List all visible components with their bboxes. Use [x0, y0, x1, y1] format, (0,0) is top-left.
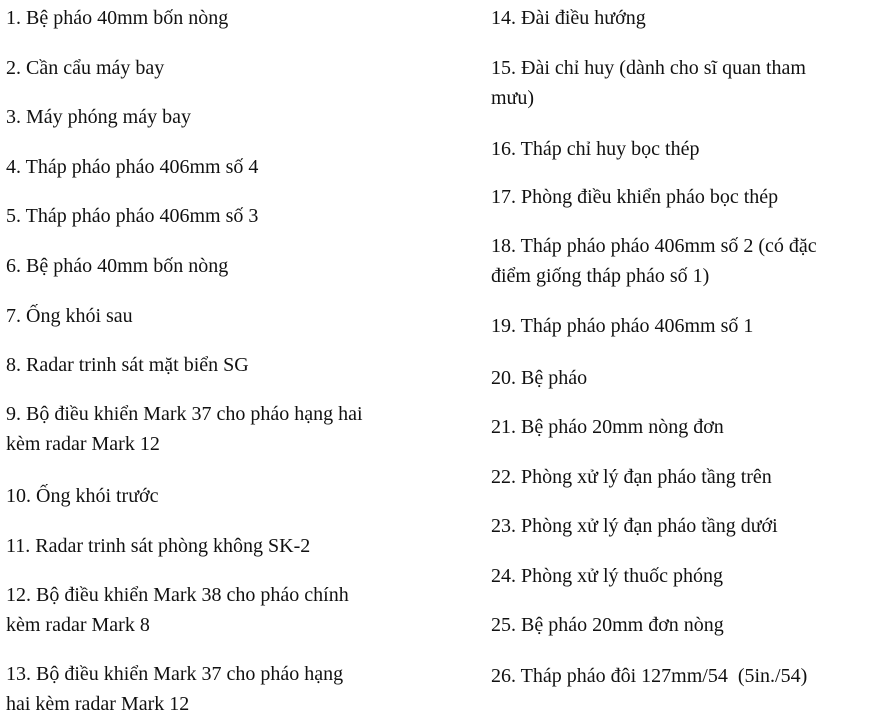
list-item-16: 16. Tháp chỉ huy bọc thép: [491, 138, 700, 160]
list-item-25: 25. Bệ pháo 20mm đơn nòng: [491, 614, 724, 636]
list-item-12: 12. Bộ điều khiển Mark 38 cho pháo chính kèm radar Mark 8: [6, 584, 349, 636]
list-item-3: 3. Máy phóng máy bay: [6, 106, 191, 128]
list-item-23: 23. Phòng xử lý đạn pháo tầng dưới: [491, 515, 778, 537]
list-item-15: 15. Đài chỉ huy (dành cho sĩ quan tham mưu): [491, 57, 806, 109]
list-item-14: 14. Đài điều hướng: [491, 7, 646, 29]
list-item-5: 5. Tháp pháo pháo 406mm số 3: [6, 205, 259, 227]
list-item-20: 20. Bệ pháo: [491, 367, 588, 389]
list-item-7: 7. Ống khói sau: [6, 305, 133, 327]
list-item-9: 9. Bộ điều khiển Mark 37 cho pháo hạng hai kèm radar Mark 12: [6, 403, 363, 455]
list-item-10: 10. Ống khói trước: [6, 485, 159, 507]
list-item-19: 19. Tháp pháo pháo 406mm số 1: [491, 315, 754, 337]
list-item-2: 2. Cần cẩu máy bay: [6, 57, 165, 79]
list-item-8: 8. Radar trinh sát mặt biển SG: [6, 354, 249, 376]
list-item-24: 24. Phòng xử lý thuốc phóng: [491, 565, 723, 587]
list-item-13: 13. Bộ điều khiển Mark 37 cho pháo hạng hai kèm radar Mark 12: [6, 663, 344, 715]
list-item-11: 11. Radar trinh sát phòng không SK-2: [6, 535, 311, 557]
list-item-4: 4. Tháp pháo pháo 406mm số 4: [6, 156, 259, 178]
list-item-26: 26. Tháp pháo đôi 127mm/54 (5in./54): [491, 665, 808, 687]
list-item-1: 1. Bệ pháo 40mm bốn nòng: [6, 7, 229, 29]
list-item-18: 18. Tháp pháo pháo 406mm số 2 (có đặc điểm giống tháp pháo số 1): [491, 235, 817, 287]
list-item-21: 21. Bệ pháo 20mm nòng đơn: [491, 416, 724, 438]
list-item-6: 6. Bệ pháo 40mm bốn nòng: [6, 255, 229, 277]
list-item-22: 22. Phòng xử lý đạn pháo tầng trên: [491, 466, 772, 488]
list-item-17: 17. Phòng điều khiển pháo bọc thép: [491, 186, 779, 208]
